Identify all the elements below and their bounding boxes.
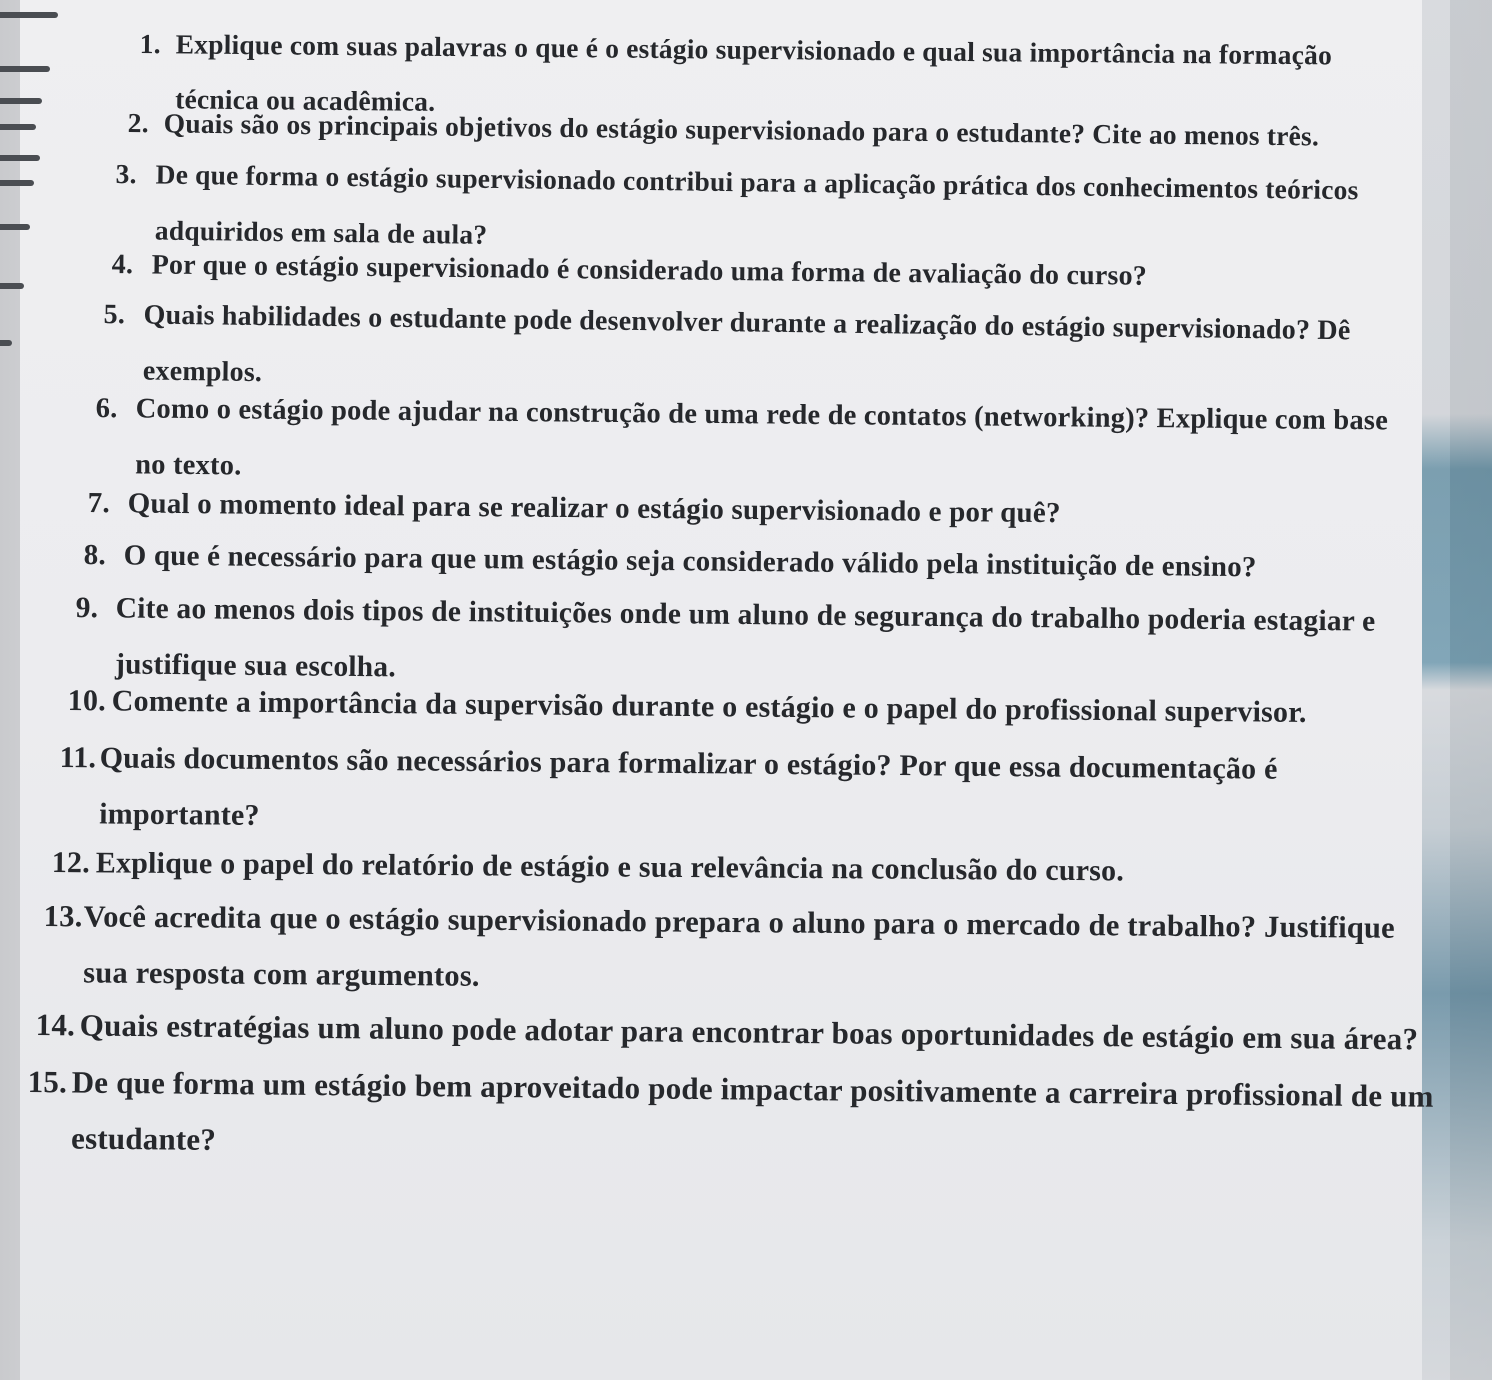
question-text-line-1: De que forma um estágio bem aproveitado pode impactar positivamente a carreira profissional de um [71, 1064, 1434, 1114]
question-text-line-1: Quais habilidades o estudante pode desenvolver durante a realização do estágio supervisionado? Dê [143, 299, 1351, 347]
question-text-line-1: Quais são os principais objetivos do estágio supervisionado para o estudante? Cite ao menos três. [163, 107, 1320, 152]
question-text-line-2: no texto. [135, 449, 242, 482]
question-text-line-1: De que forma o estágio supervisionado contribui para a aplicação prática dos conhecimentos teóricos [155, 158, 1359, 206]
question-number: 3. [115, 157, 137, 190]
question-number: 9. [75, 591, 99, 625]
question-text-line-2: sua resposta com argumentos. [83, 955, 480, 993]
question-number: 14. [35, 1006, 76, 1043]
question-text-line-1: Explique o papel do relatório de estágio e sua relevância na conclusão do curso. [95, 846, 1125, 888]
question-item [52, 838, 1125, 896]
question-number: 15. [27, 1063, 68, 1100]
question-text-line-1: Quais documentos são necessários para formalizar o estágio? Por que essa documentação é [99, 741, 1278, 786]
question-text-line-2: técnica ou acadêmica. [175, 83, 436, 117]
question-number: 13. [43, 898, 83, 934]
question-item [27, 1054, 1434, 1181]
question-number: 1. [139, 27, 161, 60]
question-first-line [87, 478, 1060, 538]
question-item [68, 676, 1307, 738]
question-number: 8. [83, 538, 107, 572]
question-text-line-2: justifique sua escolha. [114, 648, 397, 684]
question-text-line-2: adquiridos em sala de aula? [154, 214, 488, 250]
question-text-line-1: Por que o estágio supervisionado é considerado uma forma de avaliação do curso? [151, 249, 1148, 292]
question-text-line-2: estudante? [70, 1120, 217, 1157]
question-number: 7. [87, 486, 111, 520]
question-item [59, 730, 1278, 854]
question-item [87, 478, 1060, 538]
question-number: 11. [59, 740, 97, 775]
question-number: 2. [127, 106, 149, 139]
question-number: 5. [103, 298, 126, 331]
question-first-line [68, 676, 1307, 738]
question-text-line-2: importante? [99, 797, 260, 832]
question-text-line-1: Explique com suas palavras o que é o estágio supervisionado e qual sua importância na formação [175, 28, 1333, 71]
question-text-line-2: exemplos. [142, 355, 263, 389]
question-item [43, 888, 1395, 1012]
question-number: 12. [51, 845, 91, 880]
question-text-line-1: Comente a importância da supervisão durante o estágio e o papel do profissional supervisor. [111, 684, 1307, 729]
question-text-line-1: O que é necessário para que um estágio seja considerado válido pela instituição de ensino? [123, 539, 1257, 584]
question-text-line-1: Cite ao menos dois tipos de instituições onde um aluno de segurança do trabalho poderia estagiar e [115, 592, 1376, 638]
question-text-line-1: Como o estágio pode ajudar na construção de uma rede de contatos (networking)? Explique com base [135, 393, 1389, 437]
question-number: 6. [95, 392, 118, 425]
question-number: 10. [67, 683, 107, 718]
question-number: 4. [111, 248, 134, 281]
question-text-line-1: Quais estratégias um aluno pode adotar para encontrar boas oportunidades de estágio em sua área? [79, 1007, 1419, 1057]
question-text-line-1: Qual o momento ideal para se realizar o estágio supervisionado e por quê? [127, 487, 1061, 530]
question-first-line [52, 838, 1125, 896]
question-text-line-1: Você acredita que o estágio supervisionado prepara o aluno para o mercado de trabalho? Justifique [83, 899, 1396, 945]
